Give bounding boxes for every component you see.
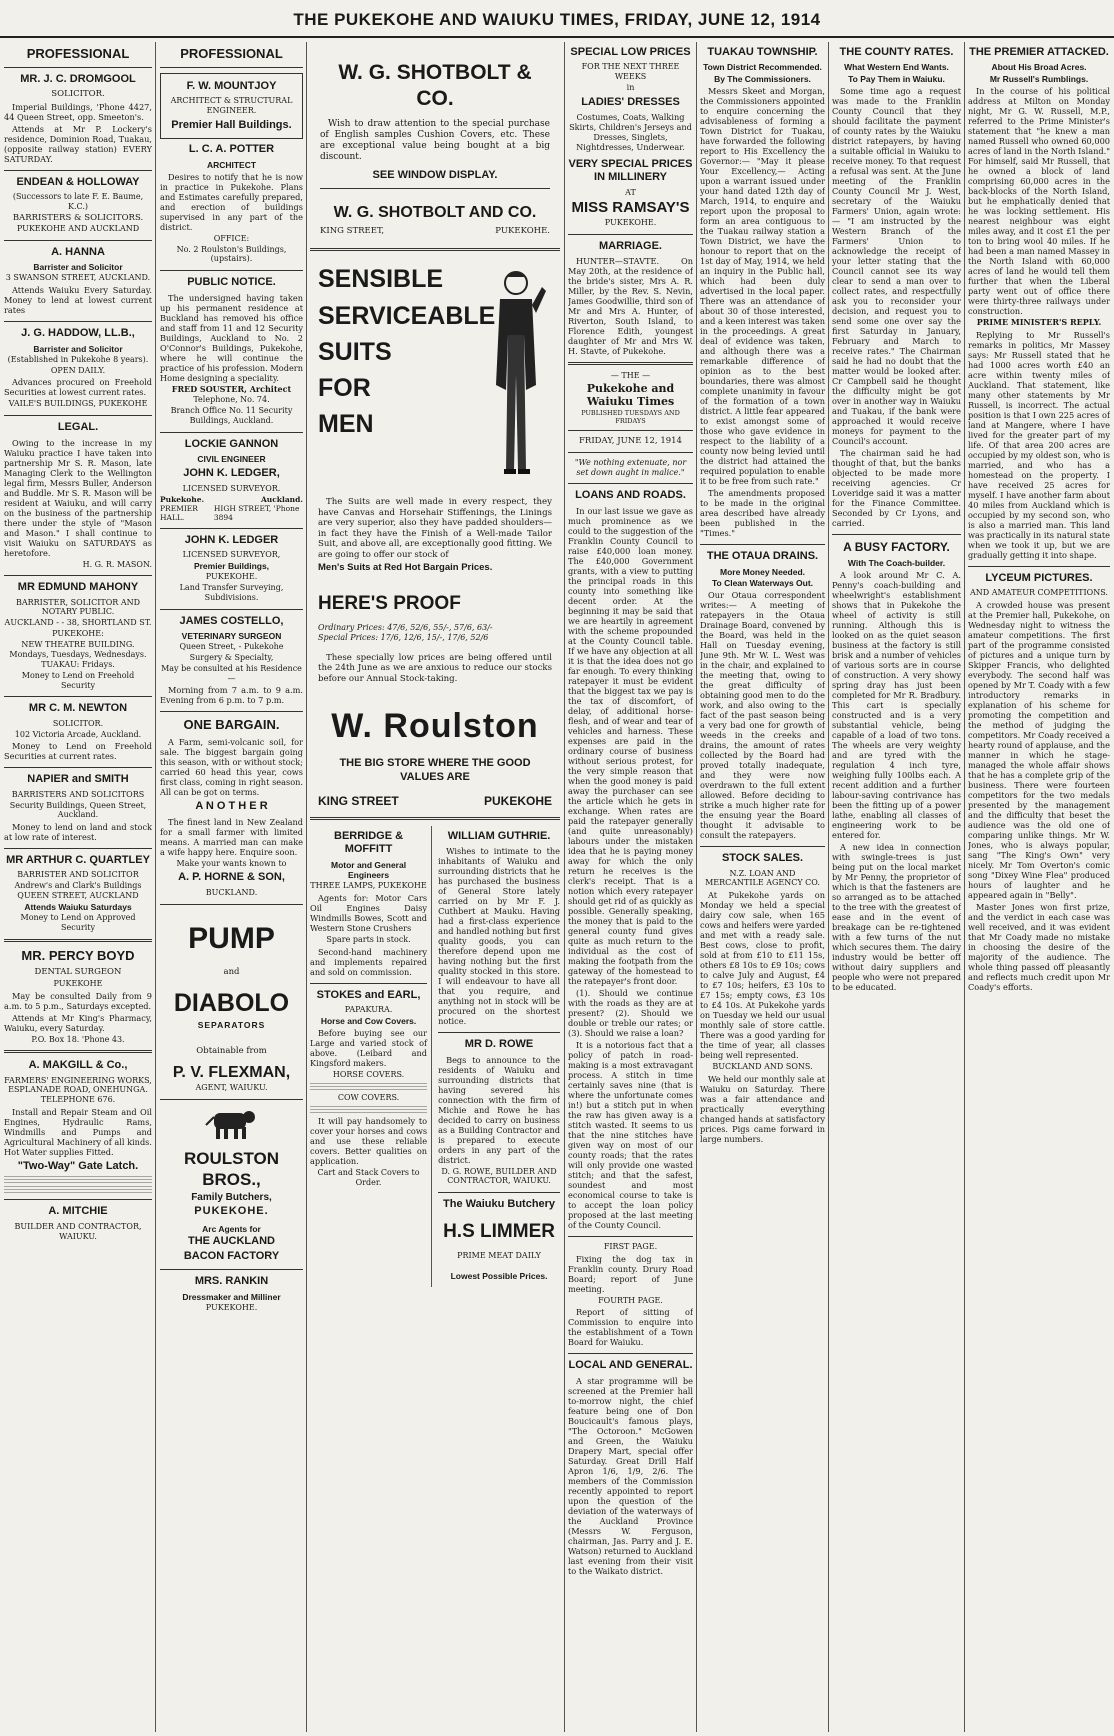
ad-limmer: The Waiuku Butchery H.S LIMMER PRIME MEAT DAILY Lowest Possible Prices. xyxy=(443,1198,556,1281)
ad-mitchie: A. MITCHIE BUILDER AND CONTRACTOR, WAIUKU. xyxy=(14,1205,142,1241)
ad-mahony: MR EDMUND MAHONY BARRISTER, SOLICITOR AND NOTARY PUBLIC. AUCKLAND - - 38, SHORTLAND ST. PUKEKOHE: NEW THEATRE BUILDING. Mondays, Tuesdays, Wednesdays. TUAKAU: Fridays. Money to Lend on Freehold Security xyxy=(4,581,152,690)
ad-dromgool: MR. J. C. DROMGOOL SOLICITOR. Imperial Buildings, 'Phone 4427, 44 Queen Street, opp. Smeeton's. Attends at Mr P. Lockery's residence, Dominion Road, Tuakau, (opposite railway station) EVERY SATURDAY. xyxy=(4,72,152,164)
ad-stokes-earl: STOKES and EARL, PAPAKURA. Horse and Cow Covers. Before buying see our Large and varied stock of above. (Leibard and Kingsford makers. HORSE COVERS. COW COVERS. It will pay handsomely to cover your horses and cows and use these reliable covers. Better qualities on application. Cart and Stack Covers to Order. xyxy=(310,988,428,1187)
notice-public: PUBLIC NOTICE. The undersigned having taken up his permanent residence at Buckland has removed his office and staff from 11 and 12 Security Buildings, Auckland to No. 2 O'Connor's Buildings, Pukekohe, where he will continue the practice of his profession. Modern Home designing a speciality. FRED SOUSTER, Architect Telephone, No. 74. Branch Office No. 11 Security Buildings, Auckland. xyxy=(160,276,303,425)
ad-mountjoy: F. W. MOUNTJOY ARCHITECT & STRUCTURAL ENGINEER. Premier Hall Buildings. xyxy=(160,73,303,139)
notice-marriage: MARRIAGE. HUNTER—STAVTE. On May 20th, at the residence of the bride's sister, Mrs A. R. Miller, by the Rev. S. Nevin, James Goodwillie, third son of Mr and Mrs A. Hunter, of Riverton, South Island, to Florence Edith, youngest daughter of Mr and Mrs W. H. Stavte, of Pukekohe. xyxy=(568,239,693,357)
ad-rowe: MR D. ROWE Begs to announce to the residents of Waiuku and surrounding districts that having severed his connection with the firm of Michie and Rowe he has decided to carry on business as a Building Contractor and is prepared to execute orders in any part of the district. D. G. ROWE, BUILDER AND CONTRACTOR, WAIUKU. xyxy=(438,1038,560,1186)
ad-percy-boyd: MR. PERCY BOYD DENTAL SURGEON PUKEKOHE May be consulted Daily from 9 a.m. to 5 p.m., Saturdays excepted. Attends at Mr King's Pharmacy, Waiuku, every Saturday. P.O. Box 18. 'Phone 43. xyxy=(4,947,152,1044)
ad-one-bargain: ONE BARGAIN. A Farm, semi-volcanic soil, for sale. The biggest bargain going this season, with or without stock; carried 60 head this year, cows first class, coming in right season. All can be got on terms. A N O T H E R The finest land in New Zealand for a small farmer with limited means. A married man can make a wife happy here. Enquire soon. Make your wants known to A. P. HORNE & SON, BUCKLAND. xyxy=(160,717,303,897)
ad-makgill: A. MAKGILL & Co., FARMERS' ENGINEERING WORKS, ESPLANADE ROAD, ONEHUNGA. TELEPHONE 676. Install and Repair Steam and Oil Engines, Hydraulic Rams, Windmills and Pumps and Agricultural Machinery of all kinds. Hot Water supplies Fitted. "Two-Way" Gate Latch. xyxy=(4,1059,152,1193)
article-premier-attacked: THE PREMIER ATTACKED. About His Broad Acres. Mr Russell's Rumblings. In the course of his political address at Milton on Monday night, Mr G. W. Russell, M.P., referred to the Prime Minister's statement that "he knew a man named Russell who owned 60,000 acres of land in the North Island." For himself, said Mr Russell, that he owned a block of land comprising 60,000 acres in the back-blocks of the North Island, but he emphatically denied that he was locking settlement. His nearest neighbour was eight miles away, and it cost £1 the per ton to bring wool 40 miles. If he had been a man named Massey in the North Island with 60,000 acres of land he would tell them further that when the Liberal party went out of office there were thirty-three railways under construction. PRIME MINISTER'S REPLY. Replying to Mr Russell's remarks in politics, Mr Massey says: Mr Russell stated that he had 1000 acres worth £40 an acre within twenty miles of Auckland. That statement, like many other statements by Mr Russell, is incorrect. The actual position is that I own 225 acres of land at Mangere, where I have lived for the greater part of my life. Of that area 200 acres are occupied by my oldest son, who is married, and who has a homestead on the property. I have received 25 acres for myself. I have another farm about 40 miles from Auckland which is occupied by my second son, who is also a married man. This land was practically in its natural state when we took it up, but we are gradually getting it into shape. xyxy=(968,46,1110,560)
article-stock-sales: STOCK SALES. N.Z. LOAN AND MERCANTILE AGENCY CO. At Pukekohe yards on Monday we held a special dairy cow sale, when 165 cows and heifers were yarded and met with a ready sale. Best cows, close to profit, sold at from £10 to £11 15s, others £8 10s to £9 10s; cows to calve July and August, £4 to £7 10s; heifers, £3 10s to £7 15s; empty cows, £3 10s to £4 10s. At Pukekohe yards on Tuesday we held our usual monthly sale of store cattle. There was a good yarding for the time of year, all classes being well represented. BUCKLAND AND SONS. We held our monthly sale at Waiuku on Saturday. There was a fair attendance and practically everything changed hands at satisfactory prices. Pigs came forward in large numbers. xyxy=(700,852,825,1144)
column-display-ads xyxy=(310,42,560,1732)
article-lyceum-pictures: LYCEUM PICTURES. AND AMATEUR COMPETITIONS. A crowded house was present at the Premier hall, Pukekohe, on Wednesday night to witness the amateur competitions. The first part of the programme consisted of pictures and a unique turn by Skipper Francis, who delighted everybody. The second half was opened by Mr T. Coady with a few introductory remarks in explanation of his scheme for promoting the competition and the method of judging the competitors. Mr Coady received a hearty round of applause, and the manner in which he stage-managed the whole affair shows that he has a complete grip of the business. There were fourteen competitors for the two medals presented by the management and the difficulty that beset the audience was the old one of comparing unlike things. Mr W. Jones, who is always popular, sang "The King's Own" very nicely. Mr Tom Overton's comic song "Dixey Wine Flea" produced hours of laughter and he appeared again in "Belly". Master Jones won first prize, and the verdict in each case was well received, and it was evident that Mr Coady made no mistake in choosing the desire of the majority of the audience. The whole thing passed off pleasantly and reflects much credit upon Mr Coady's efforts. xyxy=(968,571,1110,993)
article-county-rates: THE COUNTY RATES. What Western End Wants. To Pay Them in Waiuku. Some time ago a request was made to the Franklin County Council that they should facilitate the payment of county rates by the Waiuku district ratepayers, by having a suitable official in Waiuku to receive money. To that request a refusal was sent. At the June meeting of the Franklin County Council Mr J. West, secretary of the Waiuku Farmers' Union, again wrote:— "I am instructed by the Western Branch of the Farmers' Union to acknowledge the receipt of your letter stating that the Council cannot see its way clear to send a man over to collect rates, and respectfully ask you to reconsider your decision, and request you to send some one over say the first Saturday in January, February and March to receive rates." The Chairman said he had no doubt that the matter would be looked after. Cr Campbell said he thought the difficulty might be got over in another way in Waiuku and Tuakau, if the bank were approached it would receive moneys for payment to the Council's account. The chairman said he had thought of that, but the banks objected to be made more receiving agencies. Cr Loveridge said it was a matter for the Finance Committee. Seconded by Cr Lyons, and carried. xyxy=(832,46,961,529)
ad-costello: JAMES COSTELLO, VETERINARY SURGEON Queen Street, - Pukekohe Surgery & Specialty, May be consulted at his Residence— Morning from 7 a.m. to 9 a.m. Evening from 6 p.m. to 7 p.m. xyxy=(160,614,303,706)
ad-endean-holloway: ENDEAN & HOLLOWAY (Successors to late F. E. Baume, K.C.) BARRISTERS & SOLICITORS. PUKEKOHE AND AUCKLAND xyxy=(12,175,144,233)
gentleman-figure-icon xyxy=(476,265,554,485)
article-loans-roads: LOANS AND ROADS. In our last issue we gave as much prominence as we could to the suggestion of the Franklin County Council to raise £40,000 loan money. The £40,000 Government grants, with a view to putting the principal roads in this county into something like decent order. At the beginning it may be said that we are heartily in agreement with the scheme propounded at the County Council table. If we have any objection at all it is that the idea does not go far enough. To every thinking ratepayer it must be evident that the biggest tax we pay is the tax of discomfort, of delay, of additional horse-flesh, and of wear and tear of vehicles and harness. These expenses are paid in the ordinary course of business without serious protest, for the very simple reason that when the good money is paid away the purchaser can see the article which he gets in exchange. When rates are paid the ratepayer generally (and quite unreasonably) labours under the mistaken idea that he is paying money away for which the only return he receives is the clerk's receipt. That is a notion which every ratepayer should get rid of as quickly as possible. Generally speaking, the money that is paid to the general county fund gives quite as much return to the individual as the cost of making the footpath from the gateway of the homestead to the ratepayer's front door. (1). Should we continue with the roads as they are at present? (2). Should we double or treble our rates; or (3). Should we raise a loan? It is a notorious fact that a policy of patch in road-making is a most extravagant process. A stitch in time certainly saves nine (that is where the unfortunate comes in!) but a stitch put in when the raw has given away is a stitch wasted. It seems to us that the nine stitches have given way on most of our county roads; that the rates will only provide one wasted stitch; and that the safest, soundest and most economical course to take is to accept the loan policy proposed at the last meeting of the County Council. xyxy=(568,489,693,1230)
article-local-general: LOCAL AND GENERAL. A star programme will be screened at the Premier hall to-morrow night, the chief feature being one of Don Boucicault's famous plays, "The Octoroon." McGowen and Green, the Waiuku Drapery Mart, special offer Saturday. Great Drill Half Apron 1/6, 1/9, 2/6. The members of the Commission recently appointed to report upon the question of the deviation of the waterways of the Auckland Province (Messrs W. Ferguson, chairman, Jas. Parry and J. E. Watson) returned to Auckland last evening from their visit to the Waikato district. xyxy=(568,1359,693,1576)
column-editorial xyxy=(568,42,693,1732)
ad-potter: L. C. A. POTTER ARCHITECT Desires to notify that he is now in practice in Pukekohe. Plans and Estimates carefully prepared, and erection of buildings supervised in any part of the district. OFFICE: No. 2 Roulston's Buildings, (upstairs). xyxy=(160,143,303,264)
suits-headline: SENSIBLE SERVICEABLE SUITS FOR MEN xyxy=(318,265,496,439)
ad-quartley: MR ARTHUR C. QUARTLEY BARRISTER AND SOLICITOR Andrew's and Clark's Buildings QUEEN STREET, AUCKLAND Attends Waiuku Saturdays Money to Lend on Approved Security xyxy=(6,854,150,932)
ad-roulston-bros: ROULSTON BROS., Family Butchers, PUKEKOHE. Arc Agents for THE AUCKLAND BACON FACTORY xyxy=(160,1105,303,1263)
index-first-page: FIRST PAGE. Fixing the dog tax in Franklin county. Drury Road Board; report of June meeting. FOURTH PAGE. Report of sitting of Commission to enquire into the establishment of a Town Board for Waiuku. xyxy=(568,1241,693,1348)
notice-legal: LEGAL. Owing to the increase in my Waiuku practice I have taken into partnership Mr S. R. Mason, late Managing Clerk to the Wellington legal firm, Messrs Buller, Anderson and Buddle. Mr S. R. Mason will be resident at Waiuku, and will carry on the business of the partnership there under the style of "Mason and Mason." I shall continue to visit Waiuku on SATURDAYS as heretofore. H. G. R. MASON. xyxy=(4,421,152,569)
ad-haddow: J. G. HADDOW, LL.B., Barrister and Solicitor (Established in Pukekohe 8 years). OPEN DAILY. Advances procured on Freehold Securities at lowest current rates. VAILE'S BUILDINGS, PUKEKOHE xyxy=(4,327,152,409)
ad-ledger: JOHN K. LEDGER LICENSED SURVEYOR, Premier Buildings, PUKEKOHE. Land Transfer Surveying, Subdivisions. xyxy=(179,533,284,602)
ad-shotbolt: W. G. SHOTBOLT & CO. Wish to draw attention to the special purchase of English samples Cushion Covers, etc. These are exceptional value being bought at a big discount. SEE WINDOW DISPLAY. W. G. SHOTBOLT AND CO. KING STREET, PUKEKOHE. xyxy=(320,61,550,237)
lower-ads-left xyxy=(310,826,432,1287)
column-professional-2 xyxy=(160,42,303,1732)
ad-napier-smith: NAPIER and SMITH BARRISTERS AND SOLICITORS Security Buildings, Queen Street, Auckland. Money to lend on land and stock at low rate of interest. xyxy=(4,773,152,843)
bull-icon xyxy=(202,1105,262,1141)
column-rule xyxy=(564,42,565,1732)
article-tuakau-township: TUAKAU TOWNSHIP. Town District Recommended. By The Commissioners. Messrs Skeet and Morgan, the Commissioners appointed to enquire concerning the advisableness of forming a Town District for Tuakau, have forwarded the following report to His Excellency the Governor:— "May it please Your Excellency,— Acting upon a warrant issued under your hand dated 12th day of March, 1914, to enquire and report upon the proposal to form an area contiguous to the Tuakau railway station a Town District, we have the honour to report that on the 1st day of May, 1914, we held an inquiry in the Public hall, which had been duly advertised in the local paper. There was an attendance of about 30 of those interested, and a keen interest was taken in the proceedings. A great deal of evidence was taken, and although there was a remarkable difference of opinion as to the best boundaries, there was almost complete unanimity in favour of the formation of a town district. A little fear appeared to exist amongst some of those who gave evidence in respect to the liability of a county now being levied until the district had attained the required population to enable it to be free from such rate." The amendments proposed to be made in the original area described have already been published in the "Times." xyxy=(700,46,825,539)
column-rule xyxy=(155,42,156,1732)
column-news-2 xyxy=(832,42,961,1732)
section-header: PROFESSIONAL xyxy=(26,46,130,61)
column-professional-1 xyxy=(4,42,152,1732)
column-rule xyxy=(964,42,965,1732)
section-header: PROFESSIONAL xyxy=(180,46,283,61)
column-rule xyxy=(306,42,307,1732)
ad-pump-diabolo: PUMP and DIABOLO SEPARATORS Obtainable from P. V. FLEXMAN, AGENT, WAIUKU. xyxy=(172,921,291,1093)
editorial-masthead: — THE — Pukekohe and Waiuku Times PUBLISHED TUESDAYS AND FRIDAYS FRIDAY, JUNE 12, 1914 "We nothing extenuate, nor set down aught in malice." xyxy=(568,371,693,477)
article-otaua-drains: THE OTAUA DRAINS. More Money Needed. To Clean Waterways Out. Our Otaua correspondent writes:— A meeting of ratepayers in the Otaua Drainage Board, convened by the Board, was held in the Hall on Tuesday evening, June 9th. Mr W. L. West was in the chair, and explained to the meeting that, owing to the great difficulty of obtaining good men to do the work, and also owing to the fact of the past season being a very bad one for growth of weeds in the creeks and drains, the amount of rates collected by the Board had proved totally inadequate, and they were now overdrawn to the full extent allowed. Before deciding to strike a much higher rate for the ensuing year the Board thought it advisable to consult the ratepayers. xyxy=(700,550,825,841)
column-news-1 xyxy=(700,42,825,1732)
article-busy-factory: A BUSY FACTORY. With The Coach-builder. A look around Mr C. A. Penny's coach-building and wheelwright's establishment shows that in Pukekohe the wheel of activity is still running. Although this is looked on as the quiet season business at the factory is still brisk and a number of vehicles of various sorts are in course of construction. A very showy spring dray has just been completed for Mr R. Bradbury. This cart is specially constructed and is a very substantial vehicle, being capable of a load of two tons. The wheels are very weighty and are tyred with the regulation 4 inch tyre, weighing fully 100lbs each. A recent addition and a further labour-saving contrivance has been the fitting up of a power lathe, enabling all classes of engineering work to be entered for. A new idea in connection with swingle-trees is just being put on the local market by Mr Penny, the proprietor of which is that the fasteners are so arranged as to be attached to the tree with the greatest of ease and in the event of breakage can be re-tightened with a few turns of the nut which secures them. The dairy industry would be better off without dairy suppliers and people who were not prepared to be educated. xyxy=(832,540,961,993)
masthead xyxy=(0,0,1114,38)
ad-gannon-ledger: LOCKIE GANNON CIVIL ENGINEER JOHN K. LEDGER, LICENSED SURVEYOR. Pukekohe. Auckland. PREMIER HALL. HIGH STREET, 'Phone 3894 xyxy=(160,437,303,522)
column-rule xyxy=(828,42,829,1732)
column-news-3 xyxy=(968,42,1110,1732)
lower-ads-right xyxy=(438,826,560,1287)
ad-sensible-suits xyxy=(310,261,560,491)
ad-berridge-moffitt: BERRIDGE & MOFFITT Motor and General Engineers THREE LAMPS, PUKEKOHE Agents for: Motor Cars Oil Engines Daisy Windmills Bowes, Scott and Western Stone Crushers Spare parts in stock. Second-hand machinery and implements repaired and sold on commission. xyxy=(310,829,428,977)
column-rule xyxy=(696,42,697,1732)
ad-suits-text: The Suits are well made in every respect, they have Canvas and Horsehair Stiffenings, the Linings are very superior, also they have padded shoulders—in fact they have the Finish of a Well-made Tailor Suit, and above all, are exceptionally good fitting. We are going to offer our stock of Men's Suits at Red Hot Bargain Prices. HERE'S PROOF Ordinary Prices: 47/6, 52/6, 55/-, 57/6, 63/- Special Prices: 17/6, 12/6, 15/-, 17/6, 52/6 These specially low prices are being offered until the 24th June as we are anxious to reduce our stocks before our Annual Stock-taking. W. Roulston THE BIG STORE WHERE THE GOOD VALUES ARE KING STREET PUKEKOHE xyxy=(318,497,552,809)
ad-newton: MR C. M. NEWTON SOLICITOR. 102 Victoria Arcade, Auckland. Money to Lend on Freehold Securities at current rates. xyxy=(4,702,152,762)
ad-hanna: A. HANNA Barrister and Solicitor 3 SWANSON STREET, AUCKLAND. Attends Waiuku Every Saturday. Money to lend at lowest current rates xyxy=(4,245,152,316)
ad-rankin: MRS. RANKIN Dressmaker and Milliner PUKEKOHE. xyxy=(182,1275,281,1313)
lower-ads-row xyxy=(310,826,560,1287)
ad-guthrie: WILLIAM GUTHRIE. Wishes to intimate to the inhabitants of Waiuku and surrounding districts that he has purchased the business of General Store lately carried on by Mr F. J. Cuthbert at Mauku. Having had a first-class experience and handled nothing but first quality goods, you can therefore depend upon me having nothing but the first quality stocked in this store. I will endeavour to have all that you require, and anything not in stock will be procured on the shortest notice. xyxy=(438,829,560,1027)
ad-ladies-dresses: SPECIAL LOW PRICES FOR THE NEXT THREE WEEKS in LADIES' DRESSES Costumes, Coats, Walking Skirts, Children's Jerseys and Dresses, Singlets, Nightdresses, Underwear. VERY SPECIAL PRICES IN MILLINERY AT MISS RAMSAY'S PUKEKOHE. xyxy=(568,46,693,227)
newspaper-title: THE PUKEKOHE AND WAIUKU TIMES, FRIDAY, JUNE 12, 1914 xyxy=(293,10,821,29)
